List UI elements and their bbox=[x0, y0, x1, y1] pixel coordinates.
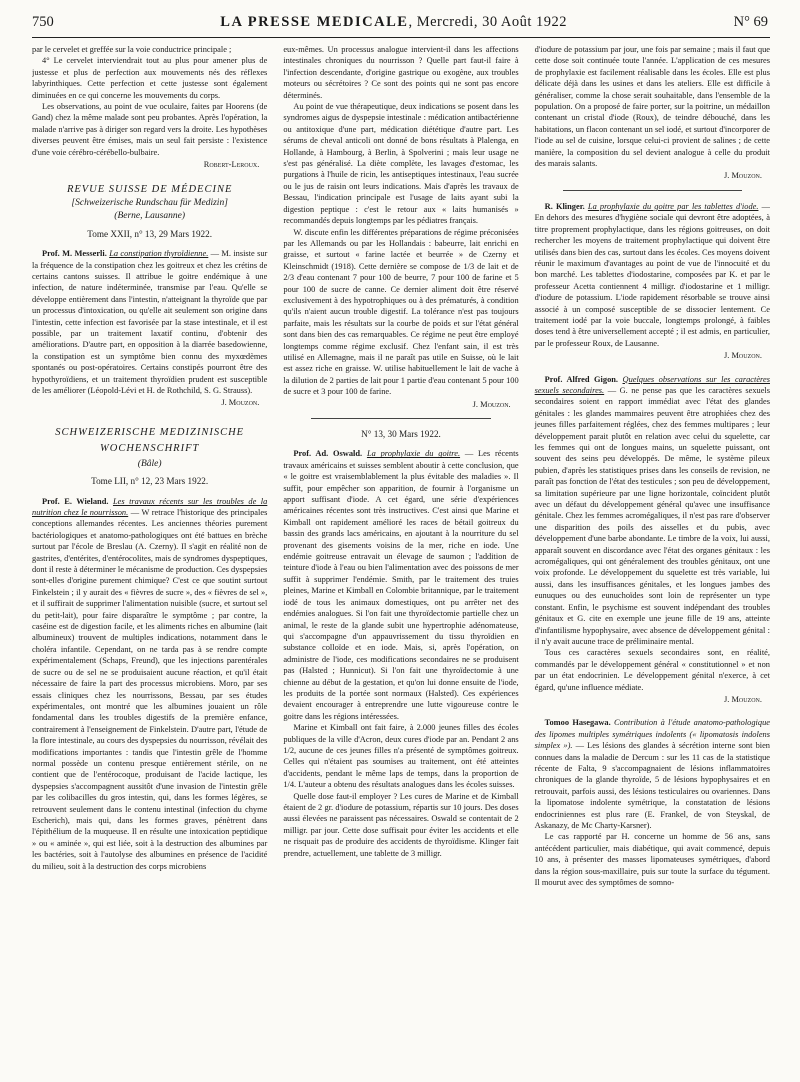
journal-section-subtitle: [Schweizerische Rundschau für Medizin] bbox=[71, 197, 228, 208]
article-text: — M. insiste sur la fréquence de la constipation chez les goitreux et chez les crétins de certains cantons suisses. Il attribue le goitre endémique à une infection, de nature indéterminée, transmise par l'eau. Qu'elle se développe entièrement dans l'intestin, n'atteignant la thyroïde que par un processus d'intoxication, ou qu'elle ait seulement son origine dans l'intestin, cette infection est favorisée par la stase intestinale, et il est possible, par un traitement laxatif continu, d'obtenir des améliorations. D'autre part, en opposition à la diarrée basedowienne, la constipation est un symptôme bien connu des myxœdèmes spontanés ou post-opératoires. Certains constipés pourront être des hypothyroïdiens, et un traitement thyroïdien prudent est susceptible de les améliorer (Léopold-Lévi et H. de Rothchild, S. G. Strauss). bbox=[32, 249, 268, 395]
article-abstract bbox=[32, 496, 267, 872]
issue-date: , Mercredi, 30 Août 1922 bbox=[408, 14, 568, 30]
article-author: Prof. E. Wieland. bbox=[42, 496, 109, 506]
article-abstract bbox=[535, 374, 770, 648]
article-text: — W retrace l'historique des principales conceptions allemandes récentes. Les anciennes théories purement bactériologiques et anatomo-pathologiques ont été battues en brèche surtout par l'école de Breslau (A. Czerny). Il s'agit en réalité non de gastrites, d'entérites, d'entérocolites, mais de syndromes dyspeptiques, dont il reste à déterminer le mécanisme de production. Ces dyspepsies sont-elles d'origine purement chimique? C'est ce que soutint surtout Finkelstein ; il y aurait des « fièvres de sucre », des « fièvres de sel », et il suffirait de supprimer l'alimentation nuisible (sucre, et surtout sel du petit-lait), pour faire disparaître le symptôme ; par contre, la caséine est de digestion facile, et les aliments riches en albumine (lait albumineux) trouvent de multiples indications, notamment dans le choléra infantile. Cependant, on ne tarda pas à se rendre compte expérimentalement (Schaps, Freund), que les injections parentérales de sucre ou de sel ne se produisaient aucune réaction, et qu'il était nécessaire de faire la part des processus microbiens. Moro, par ses essais cliniques chez les nourrissons, Bessau, par ses études expérimentales, ont montré que les albumines jouaient un rôle fondamental dans les troubles digestifs de la première enfance, contrairement à l'enseignement de Finkelstein. D'autre part, l'étude de la flore intestinale, au cours des dyspepsies du nourrisson, révélait des modifications importantes : tandis que l'intestin grêle de l'homme normal possède un contenu presque entièrement stérile, on ne contient que de l'entérocoque, produisant de l'acide lactique, les dyspepsies s'accompagnent aussitôt d'une invasion de l'intestin grêle par les colibacilles du gros intestin, qui, dans les formes légères, se retrouvent seulement dans le contenu intestinal (infection du chyme Escherich), mais qui, dans les formes graves, pénètrent dans l'épithélium de la muqueuse. Il en résulte une intoxication peptidique » ou « aminée », qui est liée, soit à la destruction des albumines par les bactéries, soit à l'autolyse des albumines en présence de l'acidité du milieu, soit à la destruction des corps microbiens bbox=[32, 508, 268, 871]
signature: J. Mouzon. bbox=[724, 351, 762, 361]
paragraph: eux-mêmes. Un processus analogue intervient-il dans les affections intestinales chroniques du nourrisson ? Quelle part faut-il faire à l'infection descendante, d'origine gastrique ou exogène, aux troubles moteurs ou sécrétoires ? Ce sont des points qui ne sont pas encore déterminés. bbox=[283, 45, 519, 100]
paragraph: Au point de vue thérapeutique, deux indications se posent dans les syndromes aigus de dyspepsie intestinale : médication antibactérienne ou antitoxique d'une part, médication diététique d'autre part. Les sérums de cheval anticoli ont donné de bons résultats à Plalenga, en Hollande, à Hambourg, à Berlin, à Spolverini ; mais leur usage ne s'est pas généralisé. La diète complète, les lavages d'estomac, les purgations à l'huile de ricin, les antiseptiques intestinaux, l'eau sucrée ou le jus de raisin ont leurs indications. Mais d'après les travaux de Bessau, l'indication principale est l'usage de laits ayant subi la digestion peptique : c'est le retour aux « laits humanisés » recommandés depuis longtemps par les pédiatres français. bbox=[283, 102, 519, 226]
article-abstract bbox=[535, 201, 770, 349]
article-author: Prof. Alfred Gigon. bbox=[544, 374, 619, 384]
signature: Robert-Leroux. bbox=[203, 160, 260, 170]
article-abstract bbox=[535, 717, 770, 831]
paragraph: d'iodure de potassium par jour, une fois par semaine ; mais il faut que cette dose soit continuée toute l'année. L'application de ces mesures de prophylaxie est facilement réalisable dans les écoles. Elle est plus délicate déjà dans les usines et dans les ateliers. Elle est difficile à généraliser, comme la chose serait souhaitable, dans l'ensemble de la population. On a proposé de faire porter, sur la poitrine, un médaillon contenant un cristal d'iode (Roux), de teindre débouché, dans les habitations, un flacon contenant un sel iodé, et surtout d'incorporer de l'iode au sel de cuisine, lorsque celui-ci provient de salines ; de cette manière, la composition du sel devient analogue à celle du produit des marais salants. bbox=[534, 45, 770, 169]
article-author: Prof. Ad. Oswald. bbox=[293, 449, 363, 459]
article-text: — Les lésions des glandes à sécrétion interne sont bien connues dans la maladie de Dercum : sur les 11 cas de la statistique récente de Falta, 9 s'accompagnaient de lésions inflammatoires chroniques de la glande thyroïde, 5 de lésions hypophysaires et en retrouvait, parfois aussi, des lésions testiculaires ou ovariennes. Dans la lipomatose indolente symétrique, la constatation de lésions endocriniennes est plus rare (E. Frankel, de von Steyskal, de Askanazy, de Mc Charty-Karsner). bbox=[534, 741, 770, 830]
article-author: Prof. M. Messerli. bbox=[42, 249, 107, 259]
paragraph: W. discute enfin les différentes préparations de régime préconisées par les Allemands ou par les Hollandais : babeurre, lait enrichi en graisse, et surtout « farine lactée et beurrée » de Czerny et Kleinschmidt (1918). Cette dernière se compose de 1/3 de lait et de 2/3 d'eau contenant 7 pour 100 de beurre, 7 pour 100 de farine et 5 pour 100 de sucre de canne. Ce dernier aliment doit être réservé exclusivement à des hypotrophiques ou à des prématurés, à condition qu'ils n'aient aucun trouble digestif. La tolérance n'est pas toujours parfaite, mais les résultats sur la courbe de poids et sur l'état général sont dans bien des cas remarquables. Ce régime ne peut être employé longtemps comme régime exclusif. Chez l'enfant sain, il est très utilisé en Allemagne, mais il ne paraît pas utile en Suisse, où le lait est assez riche en graisse. W. utilise habituellement le lait de vache à la dilution de 2 parties de lait pour 1 partie d'eau contenant 5 pour 100 de sucre et 3 pour 100 de farine. bbox=[283, 227, 519, 397]
article-title: Les travaux récents sur les troubles de la nutrition chez le nourrisson. bbox=[32, 496, 268, 517]
column-2 bbox=[283, 44, 518, 1070]
article-title: Contribution à l'étude anatomo-pathologique des lipomes multiples symétriques indolents (« lipomatosis indolens simplex »). bbox=[534, 718, 770, 751]
article-title: La constipation thyroïdienne. bbox=[109, 249, 209, 259]
article-text: — Les récents travaux américains et suisses semblent aboutir à cette conclusion, que « le goitre est vraisemblablement la plus évitable des maladies ». Il suffit, pour empêcher son apparition, de fournir à l'organisme un apport suffisant d'iode. A cet égard, une série d'expériences américaines récentes sont très instructives. C'est ainsi que Marine et Kimball ont rapidement amélioré les races de bétail goitreux du bassin des grands lacs américains, en ajoutant à la nourriture du sel provenant des gisements voisins de la mer, riche en iode. Une endémie goitreuse entravait un élevage de saumon ; l'addition de teinture d'iode à l'eau ou bien l'alimentation avec des poissons de mer suffit à supprimer l'endémie. Smith, par le traitement des truies pleines, Marine et Kimball en Colombie britannique, par le traitement iodé de tous les animaux domestiques, ont pu arrêter net des endémies analogues. Si l'on fait une thyroïdectomie partielle chez un animal, le reste de la glande subit une hypertrophie adénomateuse, qui s'accompagne d'un appauvrissement du tissu thyroïdien en substance colloïde et en iode. Mais, si, après l'opération, on administre de l'iode, ces modifications secondaires ne se produisent pas (Halsted ; Hunnicut). Si l'on fait une thyroïdectomie à une chienne au début de la gestation, et qu'on lui donne ensuite de l'iode, les produits de la portée sont normaux (Halsted). Ces expériences devaient encourager à entreprendre une lutte vigoureuse contre le goitre dans les régions intéressées. bbox=[283, 449, 519, 721]
journal-name: LA PRESSE MEDICALE bbox=[220, 14, 409, 30]
header-rule bbox=[32, 37, 770, 38]
article-title: La prophylaxie du goitre. bbox=[366, 449, 461, 459]
paragraph: Le cas rapporté par H. concerne un homme de 56 ans, sans antécédent particulier, mais diabétique, qui avait commencé, depuis 10 ans, à présenter des masses lipomateuses symétriques, d'abord dans la région sous-maxillaire, puis sur toute la surface du tégument. Il mourut avec des symptômes de somno- bbox=[534, 832, 770, 888]
column-1 bbox=[32, 44, 267, 1070]
article-abstract bbox=[32, 248, 267, 396]
column-3 bbox=[535, 44, 770, 1070]
article-author: Tomoo Hasegawa. bbox=[544, 718, 611, 728]
page-number: 750 bbox=[32, 14, 54, 30]
section-divider bbox=[311, 418, 490, 419]
article-abstract bbox=[283, 448, 518, 722]
paragraph: Tous ces caractères sexuels secondaires sont, en réalité, commandés par le développement général « constitutionnel » et non par un état endocrinien. Le développement génital n'exerce, à cet égard, qu'une influence médiate. bbox=[534, 648, 770, 692]
journal-section-date: N° 13, 30 Mars 1922. bbox=[361, 429, 441, 439]
journal-section-city: (Bâle) bbox=[137, 458, 162, 469]
journal-section-title: REVUE SUISSE DE MÉDECINE bbox=[66, 184, 233, 196]
running-title bbox=[220, 14, 567, 31]
issue-number: N° 69 bbox=[733, 14, 768, 30]
paragraph: Quelle dose faut-il employer ? Les cures de Marine et de Kimball étaient de 2 gr. d'iodure de potassium, répartis sur 10 jours. Des doses aussi élevées ne paraissent pas nécessaires. Oswald se contentait de 2 milligr. par jour. Cette dose suffisait pour éviter les accidents et elle ne risquait pas de produire des accidents de thyroïdisme. Klinger fait prendre, actuellement, une tablette de 3 milligr. bbox=[283, 791, 519, 858]
section-divider bbox=[563, 190, 742, 191]
paragraph: Les observations, au point de vue oculaire, faites par Hoorens (de Gand) chez la même malade sont peu probantes. Après l'opération, la malade n'arrive pas à diriger son regard vers la droite. Les hypothèses diverses peuvent être émises, mais un seul fait persiste : l'existence d'une voie cérébro-cérébello-bulbaire. bbox=[32, 102, 268, 157]
signature: J. Mouzon. bbox=[221, 398, 260, 408]
article-title: Quelques observations sur les caractères sexuels secondaires. bbox=[534, 374, 770, 395]
article-text: — En dehors des mesures d'hygiène sociale qui devront être adoptées, à titre proprement prophylactique, dans les régions goitreuses, on doit rechercher les moyens de traitement prophylactique qui doivent être utilisés dans bien des cas, surtout dans les écoles. Ces moyens doivent réunir le maximum d'avantages au point de vue de l'innocuité et du bon marché. Les tablettes d'iodostarine, composées par K. et par le professeur Acetta contiennent 4 milligr. d'iodostarine et 1 milligr. d'iodure de potassium. L'iode rapidement résorbable se trouve ainsi associé à un composé susceptible de se dissocier lentement. Ce traitement iodé par la voie buccale, longtemps prolongé, à faibles doses tend à être universellement accepté ; il est admis, en particulier, par le professeur Roux, de Lausanne. bbox=[534, 201, 770, 348]
article-text: — G. ne pense pas que les caractères sexuels secondaires soient en rapport immédiat avec l'état des glandes génitales : les glandes mammaires peuvent être atrophiées chez des jeunes filles parfaitement réglées, chez des femmes multipares ; leur développement parait plutôt en relation avec celui du squelette, car les femmes qui ont de longues mains, un squelette puissant, ont souvent des seins peu développés. De même, le système pileux pubien, d'après les statistiques prises dans les conseils de revision, ne paraît pas fonction de l'état des testicules ; son peu de développement, sa limitation supérieure par une ligne horizontale, coïncident plutôt avec un défaut du développement général qu'avec une insuffisance génitale. Chez les femmes acromégaliques, il n'est pas rare d'observer une disparition des poils des aisselles et du pubis, avec développement d'une barbe abondante. Le timbre de la voix, lui aussi, apparaît souvent en discordance avec l'état des organes génitaux : les acromégaliques, qui ont généralement des troubles génitaux, ont une voix profonde. Le développement du squelette est très variable, lui aussi, dans les insuffisances génitales, et les longues jambes des eunuques ou des eunuchoïdes sont loin de représenter un type constant. Enfin, le psychisme est souvent indépendant des troubles génitaux et G. cite en exemple une jeune fille de 19 ans, atteinte d'infantilisme hypophysaire, avec absence de développement génital : il n'y avait aucune trace de préliminaire mental. bbox=[534, 385, 770, 646]
journal-section-date: Tome LII, n° 12, 23 Mars 1922. bbox=[91, 476, 209, 487]
journal-section-title: SCHWEIZERISCHE MEDIZINISCHE WOCHENSCHRIFT bbox=[55, 426, 245, 454]
signature: J. Mouzon. bbox=[724, 171, 762, 181]
paragraph: Marine et Kimball ont fait faire, à 2.000 jeunes filles des écoles publiques de la ville d'Acron, deux cures d'iode par an. Pendant 2 ans 1/2, aucune de ces jeunes filles n'a présenté de symptômes goitreux. Celles qui n'étaient pas soumises au traitement, ont été atteintes d'accidents, pendant le même laps de temps, dans la proportion de 1/4. L'auteur a obtenu des résultats analogues dans les écoles suisses. bbox=[283, 723, 519, 790]
paragraph: par le cervelet et greffée sur la voie conductrice principale ; bbox=[32, 45, 232, 54]
signature: J. Mouzon. bbox=[724, 694, 762, 704]
article-author: R. Klinger. bbox=[544, 201, 585, 211]
signature: J. Mouzon. bbox=[472, 399, 511, 409]
journal-section-date: Tome XXII, n° 13, 29 Mars 1922. bbox=[87, 228, 213, 239]
page-header bbox=[32, 14, 770, 35]
article-title: La prophylaxie du goitre par les tablettes d'iode. bbox=[587, 201, 759, 211]
journal-section-city: (Berne, Lausanne) bbox=[114, 211, 186, 222]
text-columns bbox=[32, 44, 770, 1070]
paragraph: 4° Le cervelet interviendrait tout au plus pour amener plus de justesse et plus de perfection aux mouvements nés des réflexes labyrinthiques. Cette perfection et cette justesse sont également diminuées en ce qui concerne les mouvements du corps. bbox=[32, 56, 268, 100]
